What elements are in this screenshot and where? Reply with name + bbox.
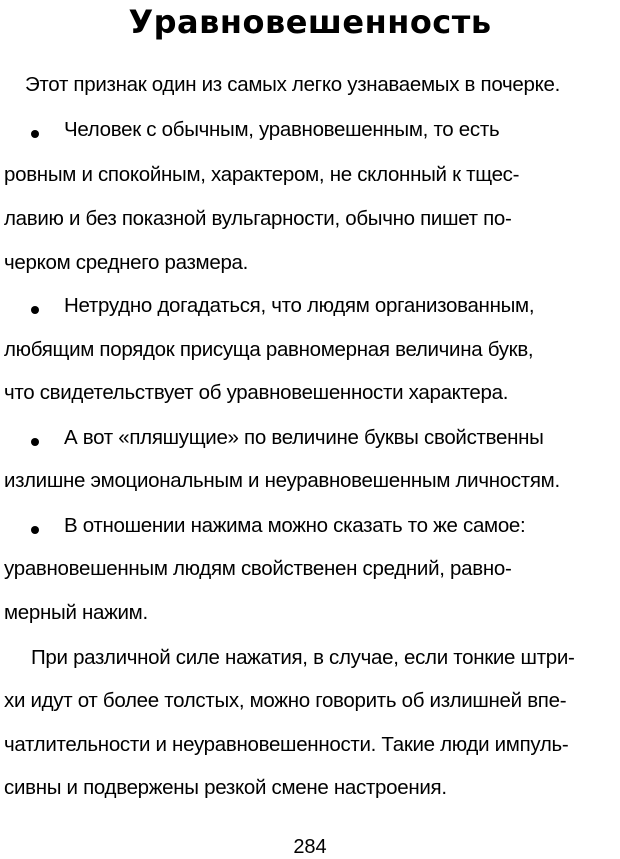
paragraph-line: лавию и без показной вульгарности, обычно пишет по- [4, 207, 512, 230]
paragraph-line: мерный нажим. [4, 601, 148, 624]
bullet-icon [31, 130, 39, 138]
paragraph-line: Человек с обычным, уравновешенным, то есть [64, 118, 500, 141]
bullet-icon [31, 526, 39, 534]
page-number: 284 [293, 836, 327, 858]
paragraph-line: Нетрудно догадаться, что людям организованным, [64, 294, 535, 317]
bullet-icon [31, 438, 39, 446]
intro-line: Этот признак один из самых легко узнаваемых в почерке. [25, 73, 560, 96]
paragraph-line: При различной силе нажатия, в случае, если тонкие штри- [31, 646, 575, 669]
chapter-title: Уравновешенность [128, 3, 492, 41]
paragraph-line: любящим порядок присуща равномерная величина букв, [4, 338, 534, 361]
paragraph-line: А вот «пляшущие» по величине буквы свойственны [64, 426, 544, 449]
paragraph-line: чатлительности и неуравновешенности. Такие люди импуль- [4, 733, 569, 756]
bullet-icon [31, 306, 39, 314]
paragraph-line: В отношении нажима можно сказать то же самое: [64, 514, 526, 537]
paragraph-line: что свидетельствует об уравновешенности характера. [4, 381, 509, 404]
paragraph-line: сивны и подвержены резкой смене настроения. [4, 776, 447, 799]
paragraph-line: черком среднего размера. [4, 251, 249, 274]
paragraph-line: излишне эмоциональным и неуравновешенным личностям. [4, 469, 560, 492]
paragraph-line: уравновешенным людям свойственен средний, равно- [4, 557, 512, 580]
paragraph-line: ровным и спокойным, характером, не склонный к тщес- [4, 163, 520, 186]
paragraph-line: хи идут от более толстых, можно говорить об излишней впе- [4, 689, 567, 712]
